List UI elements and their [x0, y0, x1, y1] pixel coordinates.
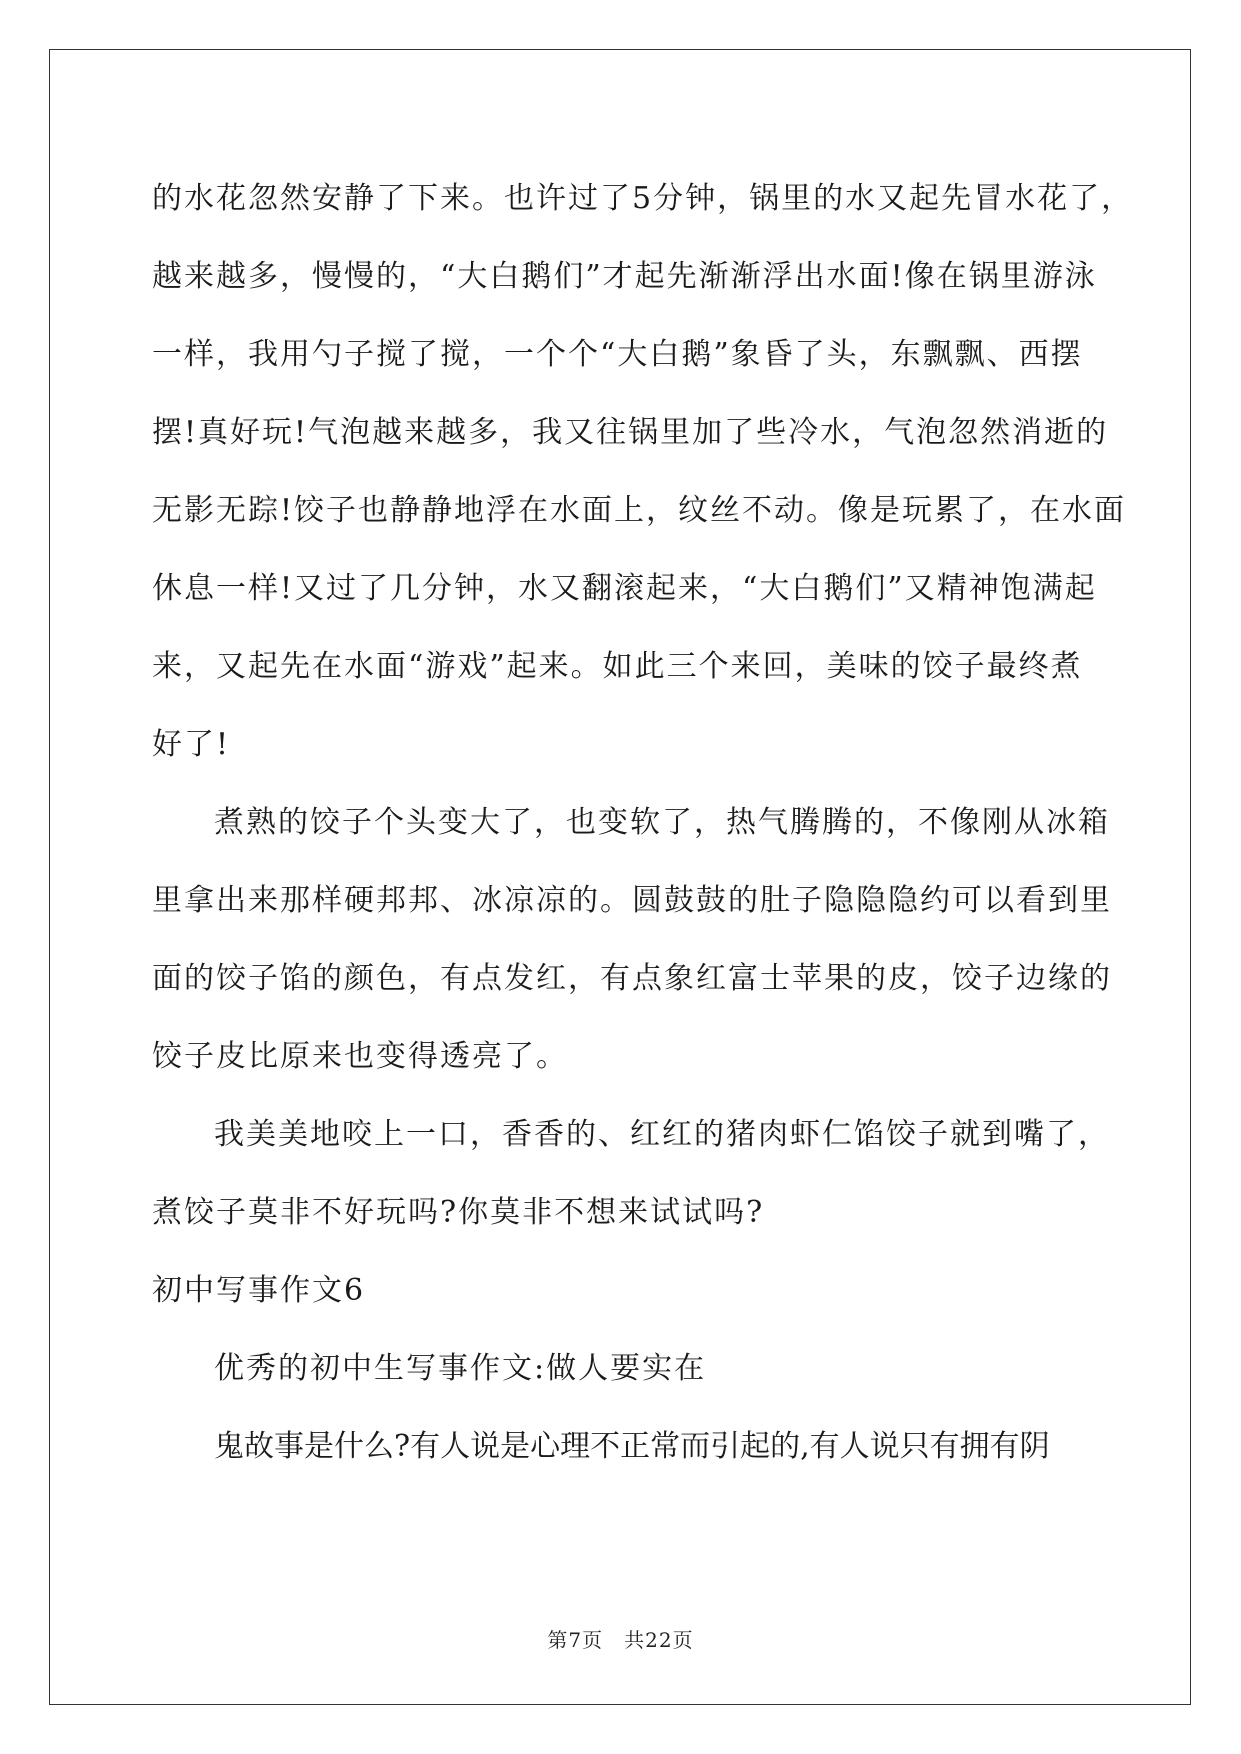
- document-body: [152, 160, 1134, 1486]
- text-line: 煮饺子莫非不好玩吗?你莫非不想来试试吗?: [152, 1195, 765, 1230]
- essay-title: 优秀的初中生写事作文:做人要实在: [214, 1351, 707, 1386]
- page-number: 第7页 共22页: [547, 1628, 694, 1652]
- text-line: 越来越多，慢慢的，“大白鹅们”才起先渐渐浮出水面!像在锅里游泳: [152, 259, 1097, 294]
- text-line: 里拿出来那样硬邦邦、冰凉凉的。圆鼓鼓的肚子隐隐隐约可以看到里: [152, 883, 1112, 918]
- text-line: 一样，我用勺子搅了搅，一个个“大白鹅”象昏了头，东飘飘、西摆: [152, 337, 1083, 372]
- paragraph-start: 煮熟的饺子个头变大了，也变软了，热气腾腾的，不像刚从冰箱: [214, 805, 1110, 840]
- text-line: 好了!: [152, 727, 231, 762]
- paragraph-start: 我美美地咬上一口，香香的、红红的猪肉虾仁馅饺子就到嘴了，: [214, 1117, 1110, 1152]
- paragraph-start: 鬼故事是什么?有人说是心理不正常而引起的,有人说只有拥有阴: [214, 1429, 1050, 1464]
- text-line: 休息一样!又过了几分钟，水又翻滚起来，“大白鹅们”又精神饱满起: [152, 571, 1097, 606]
- text-line: 面的饺子馅的颜色，有点发红，有点象红富士苹果的皮，饺子边缘的: [152, 961, 1112, 996]
- text-line: 来，又起先在水面“游戏”起来。如此三个来回，美味的饺子最终煮: [152, 649, 1083, 684]
- text-line: 无影无踪!饺子也静静地浮在水面上，纹丝不动。像是玩累了，在水面: [152, 493, 1127, 528]
- text-line: 的水花忽然安静了下来。也许过了5分钟，锅里的水又起先冒水花了，: [152, 181, 1134, 216]
- text-line: 摆!真好玩!气泡越来越多，我又往锅里加了些冷水，气泡忽然消逝的: [152, 415, 1109, 450]
- section-heading: 初中写事作文6: [152, 1273, 366, 1308]
- text-line: 饺子皮比原来也变得透亮了。: [152, 1039, 568, 1074]
